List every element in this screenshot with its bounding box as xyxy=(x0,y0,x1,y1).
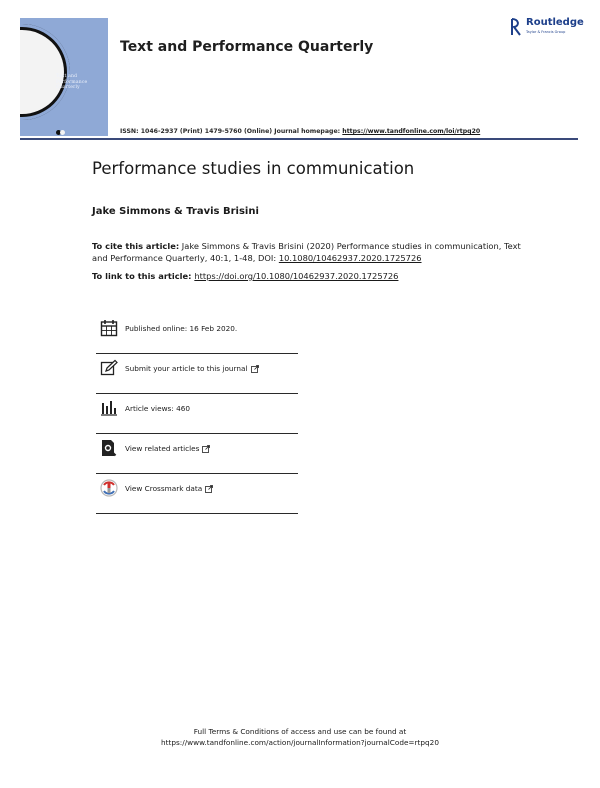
pencil-icon xyxy=(100,359,118,377)
published-online-text: Published online: 16 Feb 2020. xyxy=(125,324,238,333)
header-divider xyxy=(20,138,578,140)
crossmark-link[interactable] xyxy=(125,484,213,493)
citation-label: To cite this article: xyxy=(92,241,180,251)
article-doi-url-link[interactable]: https://doi.org/10.1080/10462937.2020.1725726 xyxy=(194,271,399,281)
article-link-line xyxy=(92,271,398,281)
article-views-row xyxy=(96,394,298,434)
routledge-r-icon xyxy=(511,18,522,36)
article-info-list xyxy=(96,314,298,514)
citation-block xyxy=(92,240,532,264)
article-authors: Jake Simmons & Travis Brisini xyxy=(92,206,259,217)
cover-title xyxy=(56,74,104,91)
bar-chart-icon xyxy=(100,399,118,417)
journal-cover-image xyxy=(20,18,108,136)
article-title: Performance studies in communication xyxy=(92,159,415,178)
publisher-name: Routledge xyxy=(526,17,584,28)
publisher-logo xyxy=(511,16,591,40)
crossmark-icon xyxy=(100,479,118,497)
crossmark-row[interactable] xyxy=(96,474,298,514)
doi-link[interactable]: 10.1080/10462937.2020.1725726 xyxy=(278,253,422,263)
crossmark-label: View Crossmark data xyxy=(125,484,203,493)
cover-title-line: Text and xyxy=(56,74,78,79)
external-link-icon xyxy=(202,445,210,453)
article-link-label: To link to this article: xyxy=(92,271,195,281)
journal-title: Text and Performance Quarterly xyxy=(120,39,374,55)
publisher-subtitle: Taylor & Francis Group xyxy=(526,30,566,34)
calendar-icon xyxy=(100,319,118,337)
issn-line xyxy=(120,128,480,135)
journal-homepage-link[interactable]: https://www.tandfonline.com/loi/rtpq20 xyxy=(342,128,481,135)
citation-text: Jake Simmons & Travis Brisini (2020) Performance studies in communication, Text and Performance Quarterly, 40:1, 1-48, DOI: xyxy=(92,241,521,263)
cover-title-line: Quarterly xyxy=(56,85,80,90)
submit-article-link[interactable] xyxy=(125,364,259,373)
footer-terms-link[interactable]: https://www.tandfonline.com/action/journalInformation?journalCode=rtpq20 xyxy=(161,738,439,747)
published-online-row xyxy=(96,314,298,354)
external-link-icon xyxy=(251,365,259,373)
submit-article-row[interactable] xyxy=(96,354,298,394)
terms-footer xyxy=(0,726,600,748)
cover-title-line: Performance xyxy=(56,79,88,85)
footer-terms-text: Full Terms & Conditions of access and use can be found at xyxy=(193,727,407,736)
article-views-text: Article views: 460 xyxy=(125,404,191,413)
related-articles-row[interactable] xyxy=(96,434,298,474)
search-document-icon xyxy=(100,439,118,457)
issn-text: ISSN: 1046-2937 (Print) 1479-5760 (Online) Journal homepage: xyxy=(120,128,343,135)
cover-publisher-logo xyxy=(56,130,65,136)
submit-article-label: Submit your article to this journal xyxy=(125,364,248,373)
related-articles-link[interactable] xyxy=(125,444,210,453)
external-link-icon xyxy=(205,485,213,493)
related-articles-label: View related articles xyxy=(125,444,200,453)
